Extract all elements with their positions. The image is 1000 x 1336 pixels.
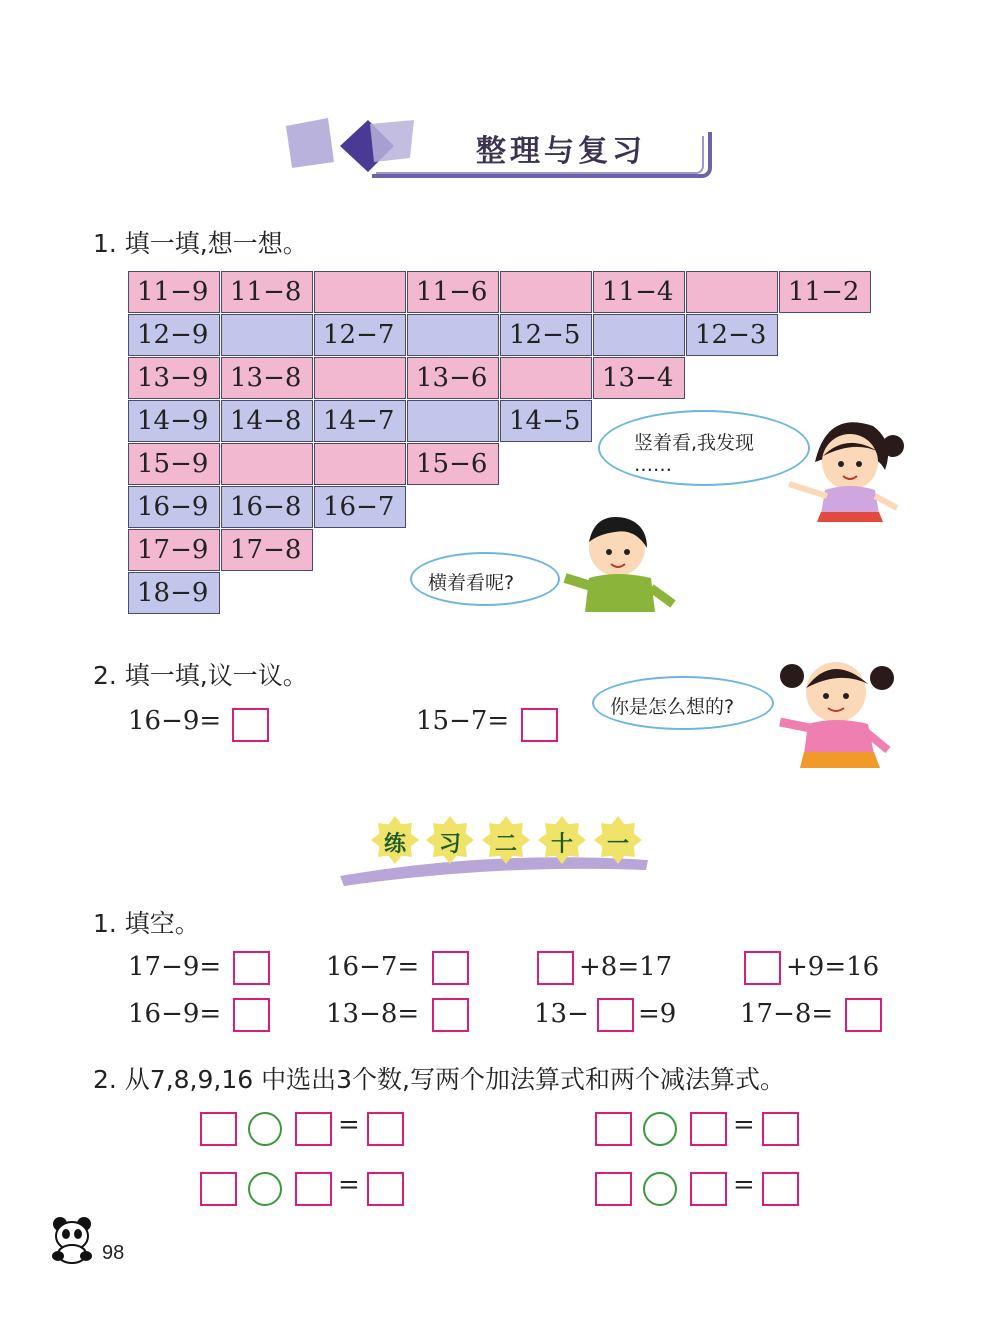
table-cell: 18−9 [128, 572, 220, 614]
answer-box[interactable] [537, 951, 574, 985]
table-cell: 14−9 [128, 400, 220, 442]
answer-box[interactable] [200, 1172, 237, 1206]
equals-sign: = [733, 1110, 755, 1140]
table-cell[interactable] [500, 271, 592, 313]
exercise-expr-1a: 17−9= [128, 952, 222, 982]
answer-box[interactable] [690, 1172, 727, 1206]
answer-box[interactable] [233, 951, 270, 985]
table-cell: 13−4 [593, 357, 685, 399]
table-cell: 13−6 [407, 357, 499, 399]
panda-icon [46, 1212, 98, 1264]
speech-bubble-boy [410, 552, 560, 606]
exercise-expr-1b: 16−7= [326, 952, 420, 982]
exercise-expr-1c: +8=17 [579, 952, 673, 982]
table-cell[interactable] [500, 357, 592, 399]
banner-char: 二 [494, 832, 517, 857]
answer-box[interactable] [367, 1172, 404, 1206]
table-cell: 12−3 [686, 314, 778, 356]
bubble-text: 你是怎么想的? [610, 696, 735, 718]
exercise-expr-1d: +9=16 [786, 952, 880, 982]
table-cell: 11−2 [779, 271, 871, 313]
table-cell[interactable] [314, 271, 406, 313]
answer-box[interactable] [233, 998, 270, 1032]
exercise-question-2: 2. 从7,8,9,16 中选出3个数,写两个加法算式和两个减法算式。 [93, 1065, 785, 1094]
exercise-expr-2c-post: =9 [638, 999, 677, 1029]
answer-box[interactable] [521, 708, 558, 742]
equals-sign: = [338, 1110, 360, 1140]
answer-box[interactable] [432, 951, 469, 985]
section-title: 整理与复习 [476, 134, 646, 169]
banner-char: 练 [383, 832, 406, 857]
banner-star [537, 815, 587, 865]
table-cell[interactable] [314, 357, 406, 399]
table-cell: 16−9 [128, 486, 220, 528]
exercise-expr-2c-pre: 13− [534, 999, 589, 1029]
answer-box[interactable] [367, 1112, 404, 1146]
table-cell: 15−6 [407, 443, 499, 485]
equals-sign: = [338, 1170, 360, 1200]
answer-box[interactable] [597, 998, 634, 1032]
exercise-expr-2a: 16−9= [128, 999, 222, 1029]
review-question-2: 2. 填一填,议一议。 [93, 661, 308, 690]
banner-star [481, 815, 531, 865]
table-cell: 13−8 [221, 357, 313, 399]
girl-pointing-illustration-icon [770, 650, 900, 775]
table-cell: 12−5 [500, 314, 592, 356]
answer-box[interactable] [762, 1112, 799, 1146]
operator-circle[interactable] [248, 1172, 282, 1206]
table-cell: 12−7 [314, 314, 406, 356]
answer-box[interactable] [200, 1112, 237, 1146]
table-cell: 14−5 [500, 400, 592, 442]
girl-illustration-icon [775, 412, 905, 527]
banner-star [593, 815, 643, 865]
bubble-text-line1: 竖着看,我发现 [634, 432, 755, 454]
table-cell: 11−8 [221, 271, 313, 313]
page-number: 98 [102, 1242, 125, 1264]
table-cell: 11−9 [128, 271, 220, 313]
table-cell: 13−9 [128, 357, 220, 399]
operator-circle[interactable] [643, 1172, 677, 1206]
table-cell: 16−8 [221, 486, 313, 528]
review-expr-1: 16−9= [128, 706, 222, 736]
equals-sign: = [733, 1170, 755, 1200]
table-cell[interactable] [407, 314, 499, 356]
table-cell[interactable] [221, 443, 313, 485]
table-cell: 16−7 [314, 486, 406, 528]
table-cell: 17−9 [128, 529, 220, 571]
operator-circle[interactable] [643, 1112, 677, 1146]
review-expr-2: 15−7= [416, 706, 510, 736]
answer-box[interactable] [295, 1172, 332, 1206]
table-cell: 14−7 [314, 400, 406, 442]
table-cell[interactable] [221, 314, 313, 356]
answer-box[interactable] [690, 1112, 727, 1146]
operator-circle[interactable] [248, 1112, 282, 1146]
answer-box[interactable] [595, 1112, 632, 1146]
banner-char: 习 [438, 832, 461, 857]
answer-box[interactable] [762, 1172, 799, 1206]
table-cell[interactable] [686, 271, 778, 313]
table-cell: 12−9 [128, 314, 220, 356]
banner-char: 十 [550, 832, 573, 857]
table-cell: 15−9 [128, 443, 220, 485]
answer-box[interactable] [744, 951, 781, 985]
boy-illustration-icon [555, 508, 685, 618]
table-cell: 11−6 [407, 271, 499, 313]
table-cell: 14−8 [221, 400, 313, 442]
table-cell[interactable] [407, 400, 499, 442]
table-cell[interactable] [593, 314, 685, 356]
table-cell: 11−4 [593, 271, 685, 313]
banner-star [370, 815, 420, 865]
speech-bubble-girl-2 [592, 676, 774, 730]
bubble-text-line2: …… [634, 454, 672, 476]
exercise-expr-2d: 17−8= [740, 999, 834, 1029]
banner-star [425, 815, 475, 865]
answer-box[interactable] [595, 1172, 632, 1206]
exercise-expr-2b: 13−8= [326, 999, 420, 1029]
bubble-text: 横着看呢? [428, 572, 515, 594]
answer-box[interactable] [295, 1112, 332, 1146]
answer-box[interactable] [432, 998, 469, 1032]
review-question-1: 1. 填一填,想一想。 [93, 229, 308, 258]
answer-box[interactable] [845, 998, 882, 1032]
exercise-question-1: 1. 填空。 [93, 909, 200, 938]
banner-char: 一 [606, 832, 629, 857]
answer-box[interactable] [232, 708, 269, 742]
table-cell: 17−8 [221, 529, 313, 571]
table-cell[interactable] [314, 443, 406, 485]
